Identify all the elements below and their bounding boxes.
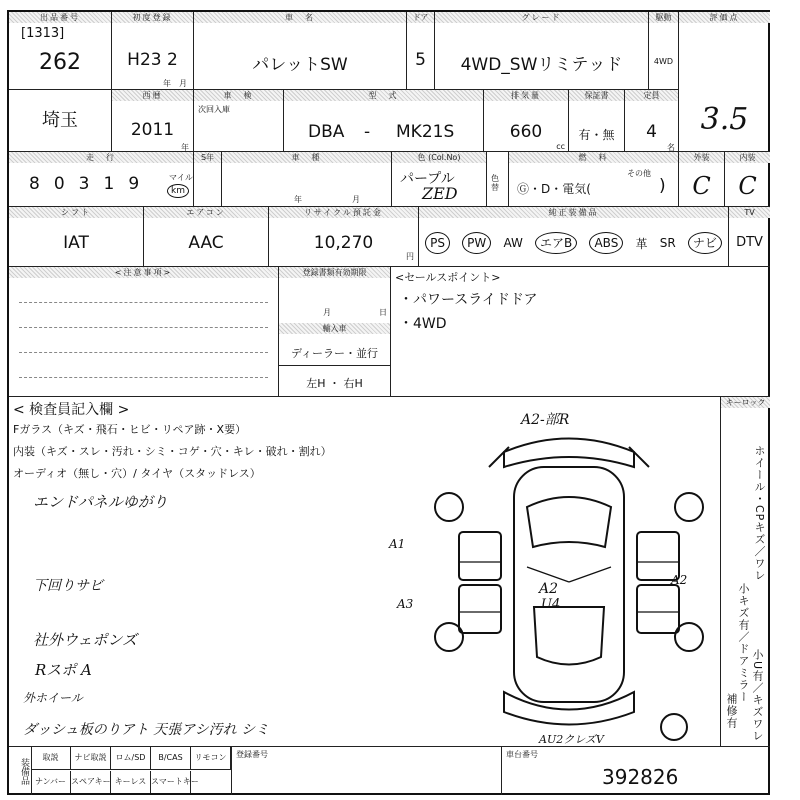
year-unit: 年 <box>181 143 189 152</box>
equipment-item: PS <box>425 232 450 254</box>
type-sep: - <box>364 122 371 142</box>
inspector-line: オーディオ（無し・穴）/ タイヤ（スタッドレス） <box>13 467 261 480</box>
exterior-label: 外装 <box>679 152 724 163</box>
ac-value: AAC <box>188 233 224 253</box>
hand-note: 下回りサビ <box>33 578 103 594</box>
inspector-title: < 検査員記入欄 > <box>13 402 130 418</box>
color-code: ZED <box>422 184 458 203</box>
capacity-unit: 名 <box>667 143 675 152</box>
mileage-digit: 0 <box>53 174 79 194</box>
doors-cell <box>407 12 435 90</box>
score-label: 評価点 <box>679 12 770 23</box>
inspector-line: 内装（キズ・スレ・汚れ・シミ・コゲ・穴・キレ・破れ・割れ） <box>13 445 332 458</box>
equipment-item: エアB <box>535 232 577 254</box>
type-cell <box>284 90 484 152</box>
tv-cell <box>729 207 770 267</box>
vehicle-type-cell <box>222 152 392 207</box>
inspection-label: 車 検 <box>194 90 283 101</box>
color-value: パープル <box>400 171 455 187</box>
year-unit: 年 <box>294 195 302 204</box>
fuel-other: その他 <box>627 169 651 178</box>
hand-note: ダッシュ板のりアト 天張アシ汚れ シミ <box>23 722 270 738</box>
equipment-item: PW <box>462 232 491 254</box>
interior-cell <box>725 152 770 207</box>
lot-cell <box>9 12 112 90</box>
footer-item: ナビ取説 <box>71 747 111 769</box>
sales-label: <セールスポイント> <box>395 271 501 284</box>
hand-note: 社外ウェポンズ <box>33 631 137 649</box>
reg-month: 月 <box>323 308 331 317</box>
mileage-unit-mile: マイル <box>169 173 193 182</box>
first-reg-cell <box>112 12 194 90</box>
chassis-cell <box>501 747 771 795</box>
ac-cell <box>144 207 269 267</box>
fuel-label: 燃 料 <box>509 152 678 163</box>
exterior-value: C <box>692 172 711 200</box>
equipment-label: 純正装備品 <box>419 207 728 218</box>
recycle-value: 10,270 <box>313 233 374 253</box>
auction-sheet <box>7 10 770 795</box>
reg-doc-cell <box>279 267 391 397</box>
type-label: 型 式 <box>284 90 483 101</box>
legend-text: 補修有 <box>725 693 738 729</box>
shift-cell <box>9 207 144 267</box>
grade-value: 4WD_SWリミテッド <box>460 55 623 75</box>
caution-label: <注意事項> <box>9 267 278 278</box>
import-label: 輸入車 <box>279 323 390 334</box>
damage-mark: A2-部R <box>521 412 570 428</box>
region-cell <box>9 90 112 152</box>
keyless-label: キーロック <box>721 397 770 408</box>
equipment-item: AW <box>503 236 523 250</box>
color-swap-cell <box>487 152 509 207</box>
footer <box>9 747 770 795</box>
equipment-cell <box>419 207 729 267</box>
damage-mark: U4 <box>541 597 561 612</box>
footer-item: ナンバー <box>31 771 71 793</box>
lot-number: 262 <box>39 50 81 75</box>
sales-point: ・4WD <box>399 316 447 332</box>
equipment-list <box>419 225 728 261</box>
warranty-cell <box>569 90 625 152</box>
recycle-cell <box>269 207 419 267</box>
capacity-value: 4 <box>646 122 657 142</box>
lot-bracket: [1313] <box>21 26 65 41</box>
shift-value: IAT <box>63 233 89 253</box>
footer-item: B/CAS <box>151 747 191 769</box>
reg-no-cell <box>231 747 502 795</box>
footer-item: リモコン <box>191 747 231 769</box>
year-value: 2011 <box>130 120 175 140</box>
handle-value: 左H ・ 右H <box>306 377 363 390</box>
month-unit: 月 <box>352 195 360 204</box>
exterior-cell <box>679 152 725 207</box>
mileage-unit-km: km <box>167 184 189 198</box>
footer-top-row <box>31 747 231 770</box>
hand-note: エンドパネルゆがり <box>33 493 168 511</box>
recycle-label: リサイクル預託金 <box>269 207 418 218</box>
model-name: パレットSW <box>252 55 348 75</box>
first-reg-units: 年 月 <box>163 79 187 88</box>
chassis-label: 車台番号 <box>506 750 538 759</box>
warranty-value: 有・無 <box>578 128 615 142</box>
damage-mark: AU2クレズV <box>539 733 604 746</box>
tax-label: S年 <box>194 152 221 163</box>
equipment-item: ナビ <box>688 232 722 254</box>
reg-day: 日 <box>379 308 387 317</box>
shift-label: シフト <box>9 207 143 218</box>
cc-value: 660 <box>509 122 543 142</box>
cc-unit: cc <box>556 142 565 151</box>
recycle-unit: 円 <box>406 252 414 261</box>
inspection-cell <box>194 90 284 152</box>
mileage-digit: 8 <box>29 174 54 194</box>
grade-cell <box>435 12 649 90</box>
legend-text: ホイール・CPキズ／ワレ <box>753 445 766 582</box>
fuel-close: ) <box>659 176 666 196</box>
doors-value: 5 <box>415 50 426 70</box>
damage-mark: A2 <box>671 573 688 587</box>
tv-value: DTV <box>736 235 763 250</box>
drive-cell <box>649 12 679 90</box>
legend-text: 小U有／キズワレ <box>751 649 764 743</box>
damage-mark: A3 <box>397 597 414 611</box>
reg-doc-label: 登録書類有効期限 <box>279 267 390 278</box>
model-cell <box>194 12 407 90</box>
legend-text: 小キズ有／ドアミラー <box>737 583 750 703</box>
cc-cell <box>484 90 569 152</box>
mileage-digit: 3 <box>78 174 104 194</box>
footer-equip-label: 装備品 <box>9 747 32 795</box>
mileage-digit: 1 <box>103 174 129 194</box>
color-label: 色 (Col.No) <box>392 152 486 163</box>
score-cell <box>679 12 770 152</box>
ac-label: エアコン <box>144 207 268 218</box>
drive-value: 4WD <box>653 57 674 66</box>
year-cell <box>112 90 194 152</box>
sales-cell <box>391 267 770 397</box>
hand-note: 外ホイール <box>23 691 83 705</box>
interior-label: 内装 <box>725 152 770 163</box>
import-value: ディーラー・並行 <box>290 347 379 360</box>
mileage-digit: 9 <box>128 174 154 194</box>
warranty-label: 保証書 <box>569 90 624 101</box>
score-value: 3.5 <box>700 102 749 137</box>
region-value: 埼玉 <box>42 110 78 131</box>
damage-mark: A1 <box>389 537 406 551</box>
tax-cell <box>194 152 222 207</box>
first-reg-value: H23 2 <box>127 50 178 70</box>
type-code: MK21S <box>396 122 455 142</box>
model-label: 車 名 <box>194 12 406 23</box>
grade-label: グレード <box>435 12 648 23</box>
mileage-digits <box>29 174 153 194</box>
year-label: 西暦 <box>112 90 193 101</box>
fuel-options: Ⓖ・D・電気( <box>517 182 591 196</box>
footer-item: スマートキー <box>151 771 191 793</box>
equipment-item: 革 <box>635 236 648 251</box>
legend-column <box>720 397 770 747</box>
footer-item: 取説 <box>31 747 71 769</box>
first-reg-label: 初度登録 <box>112 12 193 23</box>
footer-item: ロム/SD <box>111 747 151 769</box>
lot-label: 出品番号 <box>9 12 111 23</box>
caution-cell <box>9 267 279 397</box>
cc-label: 排気量 <box>484 90 568 101</box>
capacity-label: 定員 <box>625 90 678 101</box>
mileage-label: 走 行 <box>9 152 193 163</box>
drive-label: 駆動 <box>649 12 678 23</box>
footer-item: スペアキー <box>71 771 111 793</box>
reg-no-label: 登録番号 <box>236 750 268 759</box>
doors-label: ドア <box>407 12 434 23</box>
chassis-number: 392826 <box>602 765 679 789</box>
equipment-item: ABS <box>589 232 623 254</box>
footer-item: キーレス <box>111 771 151 793</box>
inspector-line: Fガラス（キズ・飛石・ヒビ・リペア跡・X要） <box>13 423 247 436</box>
type-prefix: DBA <box>308 122 345 142</box>
capacity-cell <box>625 90 679 152</box>
color-cell <box>392 152 487 207</box>
color-swap-label: 色替 <box>491 174 499 192</box>
fuel-cell <box>509 152 679 207</box>
inspector-area <box>9 397 720 747</box>
equipment-item: SR <box>659 236 676 250</box>
vehicle-type-label: 車 種 <box>222 152 391 163</box>
tv-label: TV <box>729 207 770 218</box>
sales-point: ・パワースライドドア <box>399 292 538 308</box>
interior-value: C <box>738 172 757 200</box>
inspection-note: 次回入庫 <box>198 105 230 114</box>
mileage-cell <box>9 152 194 207</box>
hand-note: Rスポ A <box>35 661 92 679</box>
damage-mark: A2 <box>539 581 559 597</box>
footer-bottom-row <box>31 771 199 793</box>
